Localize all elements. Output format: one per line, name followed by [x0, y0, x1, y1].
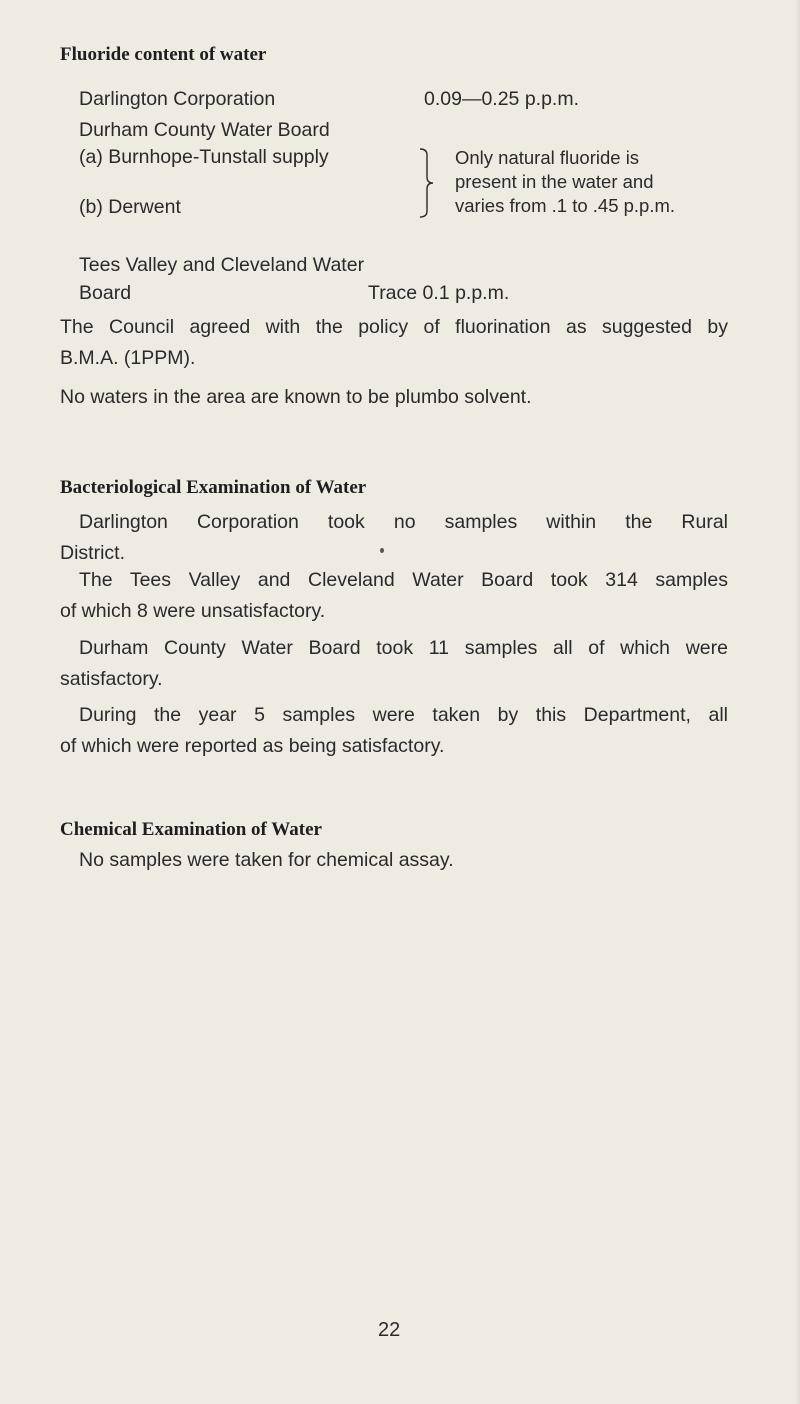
bacteriological-p4-line2: of which were reported as being satisfactory.: [60, 735, 445, 757]
bacteriological-p2-line2: of which 8 were unsatisfactory.: [60, 600, 326, 622]
ink-speck: [380, 548, 384, 553]
bacteriological-p3-line2: satisfactory.: [60, 668, 163, 690]
bacteriological-paragraph-4: [60, 700, 728, 762]
durham-note-line2: present in the water and: [455, 171, 654, 192]
bacteriological-paragraph-2: [60, 565, 728, 627]
plumbo-statement: No waters in the area are known to be plumbo solvent.: [60, 386, 532, 408]
tees-value: Trace 0.1 p.p.m.: [368, 282, 510, 304]
tees-label-line1: Tees Valley and Cleveland Water: [79, 254, 365, 276]
bacteriological-p4-line1: During the year 5 samples were taken by this Department, all: [79, 704, 728, 726]
burnhope-label: (a) Burnhope-Tunstall supply: [79, 146, 329, 168]
page-edge-shadow: [794, 0, 800, 1404]
derwent-label: (b) Derwent: [79, 196, 181, 218]
bacteriological-p1-line1: Darlington Corporation took no samples within the Rural: [79, 511, 728, 533]
darlington-value: 0.09—0.25 p.p.m.: [424, 88, 580, 110]
bacteriological-p3-line1: Durham County Water Board took 11 samples all of which were: [79, 637, 728, 659]
council-paragraph: [60, 312, 728, 374]
bacteriological-p1-line2: District.: [60, 542, 125, 564]
tees-label-line2: Board: [79, 282, 132, 304]
durham-note-line3: varies from .1 to .45 p.p.m.: [455, 195, 676, 216]
bacteriological-paragraph-1: [60, 507, 728, 569]
darlington-label: Darlington Corporation: [79, 88, 276, 110]
right-brace-icon: [418, 145, 436, 221]
bacteriological-heading: Bacteriological Examination of Water: [60, 477, 367, 498]
bacteriological-paragraph-3: [60, 633, 728, 695]
council-line1: The Council agreed with the policy of fluorination as suggested by: [60, 316, 728, 338]
council-line2: B.M.A. (1PPM).: [60, 347, 196, 369]
chemical-text: No samples were taken for chemical assay.: [79, 849, 454, 871]
chemical-heading: Chemical Examination of Water: [60, 819, 322, 840]
bacteriological-p2-line1: The Tees Valley and Cleveland Water Board took 314 samples: [79, 569, 728, 591]
durham-note-line1: Only natural fluoride is: [455, 147, 640, 168]
page-number: 22: [378, 1319, 401, 1341]
fluoride-heading: Fluoride content of water: [60, 44, 267, 65]
durham-label: Durham County Water Board: [79, 119, 330, 141]
